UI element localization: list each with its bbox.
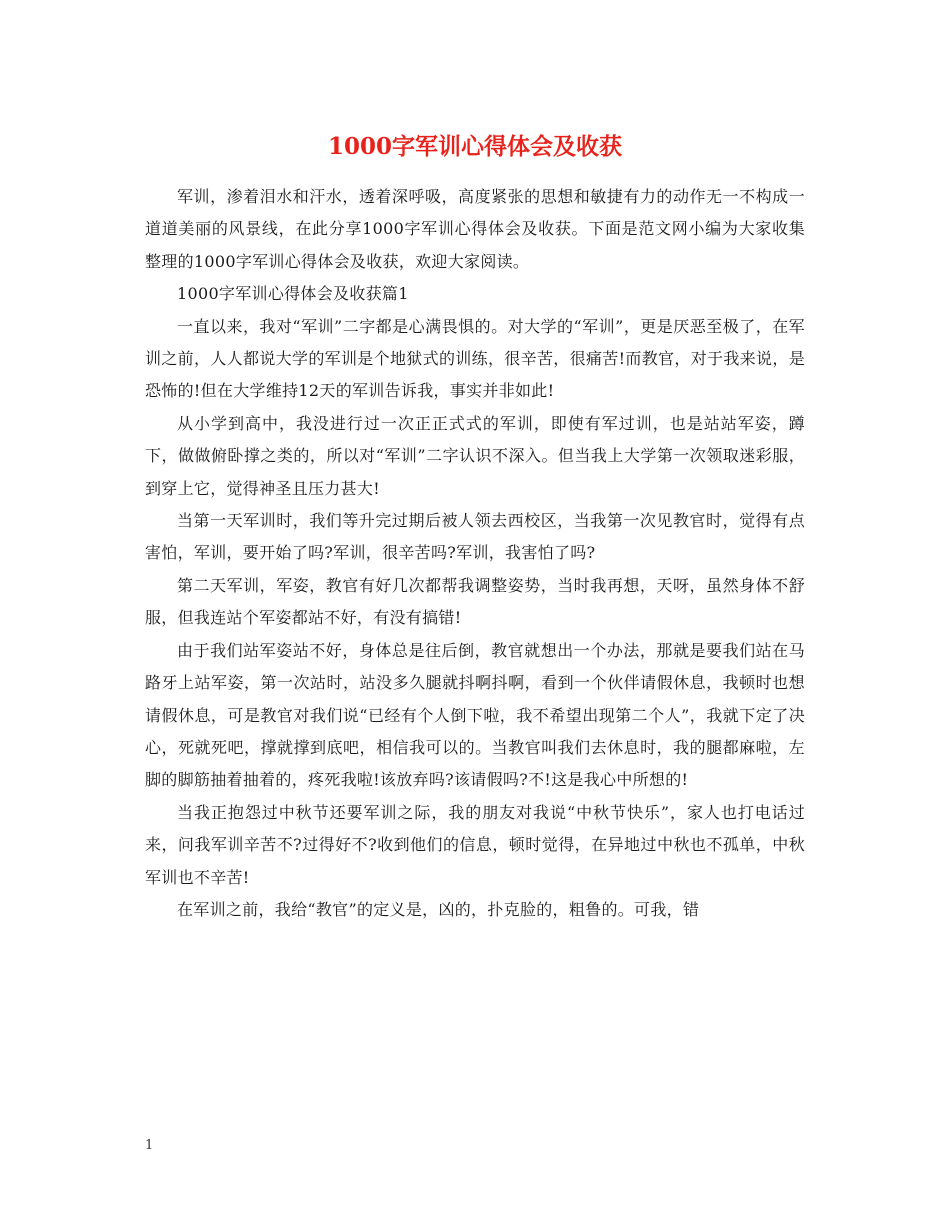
document-title: 1000字军训心得体会及收获 — [327, 133, 622, 160]
section-heading: 1000字军训心得体会及收获篇1 — [177, 284, 409, 304]
paragraph: 第二天军训，军姿，教官有好几次都帮我调整姿势，当时我再想，天呀，虽然身体不舒服，但我连站个军姿都站不好，有没有搞错! — [145, 575, 805, 628]
page-number: 1 — [145, 1138, 154, 1153]
paragraph: 由于我们站军姿站不好，身体总是往后倒，教官就想出一个办法，那就是要我们站在马路牙上站军姿，第一次站时，站没多久腿就抖啊抖啊，看到一个伙伴请假休息，我顿时也想请假休息，可是教官对我们说“已经有个人倒下啦，我不希望出现第二个人”，我就下定了决心，死就死吧，撑就撑到底吧，相信我可以的。当教官叫我们去休息时，我的腿都麻啦，左脚的脚筋抽着抽着的，疼死我啦!该放弃吗?该请假吗?不!这是我心中所想的! — [145, 640, 805, 790]
paragraph: 当我正抱怨过中秋节还要军训之际，我的朋友对我说“中秋节快乐”，家人也打电话过来，问我军训辛苦不?过得好不?收到他们的信息，顿时觉得，在异地过中秋也不孤单，中秋军训也不辛苦! — [145, 802, 805, 887]
document-body — [145, 181, 805, 926]
paragraph: 当第一天军训时，我们等升完过期后被人领去西校区，当我第一次见教官时，觉得有点害怕，军训，要开始了吗?军训，很辛苦吗?军训，我害怕了吗? — [145, 511, 805, 563]
paragraph-intro: 军训，渗着泪水和汗水，透着深呼吸，高度紧张的思想和敏捷有力的动作无一不构成一道道美丽的风景线，在此分享1000字军训心得体会及收获。下面是范文网小编为大家收集整理的1000字军训心得体会及收获，欢迎大家阅读。 — [145, 187, 805, 271]
paragraph: 从小学到高中，我没进行过一次正正式式的军训，即使有军过训，也是站站军姿，蹲下，做做俯卧撑之类的，所以对“军训”二字认识不深入。但当我上大学第一次领取迷彩服，到穿上它，觉得神圣且压力甚大! — [145, 413, 805, 498]
paragraph: 在军训之前，我给“教官”的定义是，凶的，扑克脸的，粗鲁的。可我，错 — [177, 899, 700, 919]
paragraph: 一直以来，我对“军训”二字都是心满畏惧的。对大学的“军训”，更是厌恶至极了，在军训之前，人人都说大学的军训是个地狱式的训练，很辛苦，很痛苦!而教官，对于我来说，是恐怖的!但在大学维持12天的军训告诉我，事实并非如此! — [145, 316, 805, 401]
